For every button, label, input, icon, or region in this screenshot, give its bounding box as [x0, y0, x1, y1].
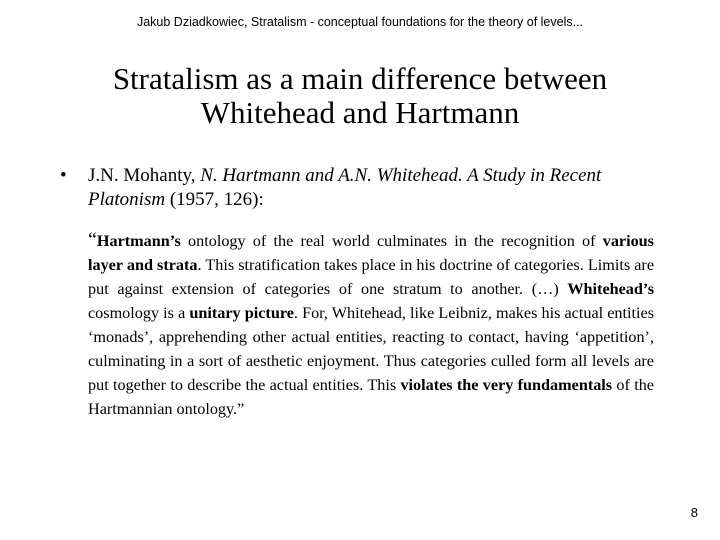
quote-text: . This stratification takes place in his doctrine of categories. Limits are put against extension of categories of one stratum to another. (…) [88, 256, 654, 298]
quote-emphasis: violates the very fundamentals [400, 376, 613, 394]
quote-emphasis: Whitehead’s [567, 280, 654, 298]
quote-emphasis: various layer and strata [88, 232, 654, 274]
bullet-icon: • [60, 165, 67, 186]
slide-title [40, 62, 680, 130]
citation-author: J.N. Mohanty, [88, 165, 201, 186]
quote-text: of the Hartmannian ontology.” [88, 376, 654, 418]
quote-text: cosmology is a [88, 304, 190, 322]
quote-text: “ [88, 229, 97, 251]
page-number: 8 [690, 505, 698, 520]
quote-text: . For, Whitehead, like Leibniz, makes his actual entities ‘monads’, apprehending other actual entities, reacting to contact, having ‘appetition’, culminating in a sort of aesthetic enjoyment. Thus categories culled form all levels are put together to describe the actual entities. This [88, 304, 654, 394]
citation-book-title: N. Hartmann and A.N. Whitehead. A Study in Recent Platonism [88, 165, 602, 210]
citation-details: (1957, 126): [165, 189, 264, 210]
quote-block [88, 228, 654, 421]
bullet-text [88, 164, 660, 212]
title-line-2: Whitehead and Hartmann [200, 95, 520, 130]
slide-header: Jakub Dziadkowiec, Stratalism - conceptual foundations for the theory of levels... [136, 15, 584, 29]
title-line-1: Stratalism as a main difference between [112, 61, 608, 96]
quote-emphasis: Hartmann’s [96, 232, 181, 250]
quote-emphasis: unitary picture [189, 304, 294, 322]
quote-text: ontology of the real world culminates in the recognition of [180, 232, 603, 250]
bullet-item [60, 164, 660, 212]
